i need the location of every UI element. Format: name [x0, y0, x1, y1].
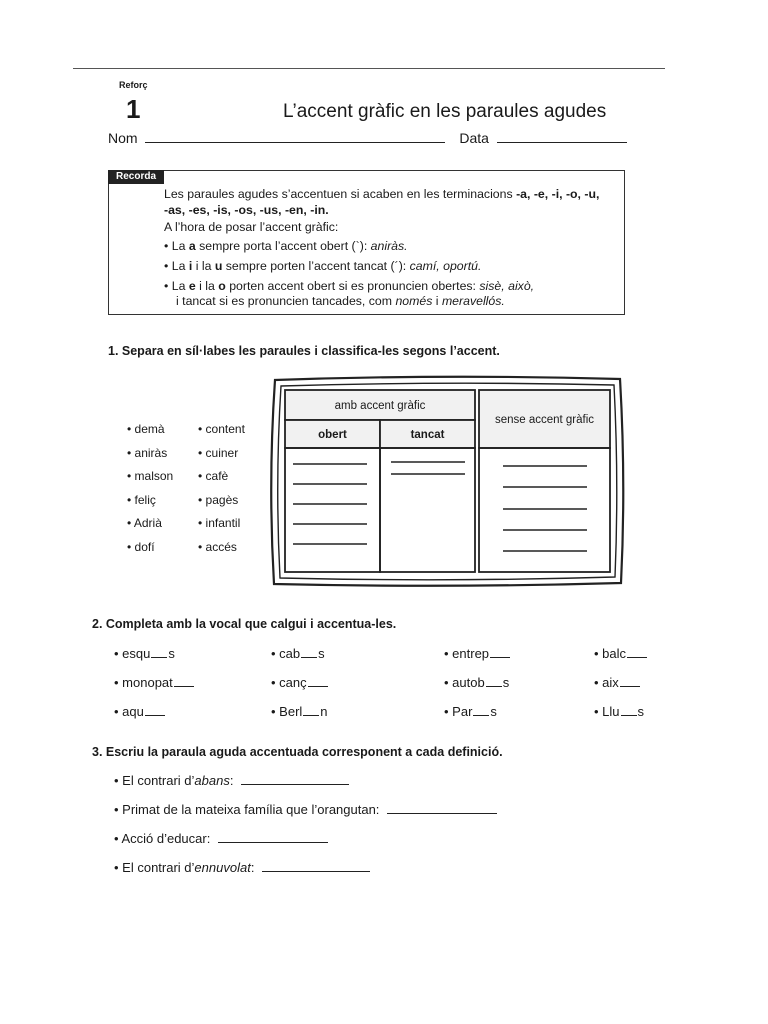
recorda-intro-line2	[164, 203, 329, 218]
b2-letter-2: u	[214, 259, 223, 273]
recorda-endings-2: -as, -es, -is, -os, -us, -en, -in.	[164, 203, 329, 217]
list-item: • esqu s	[114, 646, 175, 661]
name-label: Nom	[108, 130, 138, 146]
list-item: • content	[198, 422, 245, 436]
section-label: Reforç	[119, 80, 148, 90]
recorda-tab: Recorda	[108, 170, 164, 184]
list-item: • Llu s	[594, 704, 645, 719]
word-list-1	[127, 422, 173, 563]
list-item: • aqu	[114, 704, 165, 719]
list-item: • entrep	[444, 646, 510, 661]
exercise-2-prompt: 2. Completa amb la vocal que calgui i accentua-les.	[92, 617, 397, 631]
b3-b: porten accent obert si es pronuncien obertes:	[229, 279, 476, 293]
b3-example-2: només	[395, 294, 433, 308]
b2-b: sempre porten l’accent tancat (´):	[225, 259, 407, 273]
answer-field-4[interactable]	[262, 871, 370, 872]
b3-letter-1: e	[188, 279, 196, 293]
recorda-bullet-3: • La e i la o porten accent obert si es pronuncien obertes: sisè, això,	[164, 279, 535, 293]
b2-mid: i la	[195, 259, 212, 273]
exercise-3-prompt: 3. Escriu la paraula aguda accentuada corresponent a cada definició.	[92, 745, 503, 759]
recorda-endings: -a, -e, -i, -o, -u,	[516, 187, 600, 201]
page-title: L’accent gràfic en les paraules agudes	[283, 101, 607, 122]
recorda-intro2: A l’hora de posar l’accent gràfic:	[164, 220, 339, 234]
unit-number: 1	[126, 94, 141, 124]
b1-example: aniràs.	[370, 239, 408, 253]
list-item: • aniràs	[127, 445, 168, 460]
word-list-2	[198, 422, 245, 563]
list-item: • balc	[594, 646, 647, 661]
definition-4: • El contrari d’ennuvolat:	[114, 860, 370, 875]
list-item: • feliç	[127, 492, 156, 507]
name-date-row	[108, 130, 627, 146]
b3-and: i	[435, 294, 439, 308]
b2-example: camí, oportú.	[409, 259, 482, 273]
recorda-bullet-1: • La a sempre porta l’accent obert (`): aniràs.	[164, 239, 408, 253]
table-header-with-accent: amb accent gràfic	[334, 400, 426, 412]
answer-field-2[interactable]	[387, 813, 497, 814]
b1-a: La	[171, 239, 186, 253]
list-item: • cuiner	[198, 445, 239, 460]
list-item: • dofí	[127, 539, 155, 554]
exercise-1-prompt: 1. Separa en síl·labes les paraules i classifica-les segons l’accent.	[108, 344, 500, 358]
b3-example-3: meravellós.	[441, 294, 505, 308]
b2-letter-1: i	[188, 259, 193, 273]
list-item: • Par s	[444, 704, 497, 719]
b3-example: sisè, això,	[479, 279, 535, 293]
b2-a: La	[171, 259, 186, 273]
b1-b: sempre porta l’accent obert (`):	[199, 239, 368, 253]
b3-mid: i la	[199, 279, 215, 293]
b3-c: i tancat si es pronuncien tancades, com	[176, 294, 393, 308]
list-item: • pagès	[198, 492, 239, 507]
definition-3: • Acció d’educar:	[114, 831, 328, 846]
name-field[interactable]	[145, 142, 445, 143]
definition-1: • El contrari d’abans:	[114, 773, 349, 788]
list-item: • demà	[127, 422, 165, 436]
answer-field-3[interactable]	[218, 842, 328, 843]
b3-letter-2: o	[218, 279, 226, 293]
recorda-intro-text: Les paraules agudes s’accentuen si acaben en les terminacions	[164, 187, 513, 201]
b3-a: La	[171, 279, 186, 293]
top-rule	[73, 68, 665, 69]
recorda-bullet-3-cont	[176, 294, 505, 309]
list-item: • infantil	[198, 516, 241, 530]
table-header-without-accent: sense accent gràfic	[494, 414, 595, 426]
recorda-bullet-2: • La i i la u sempre porten l’accent tancat (´): camí, oportú.	[164, 259, 482, 273]
list-item: • Berl n	[271, 704, 328, 719]
list-item: • cab s	[271, 646, 325, 661]
recorda-intro	[164, 187, 599, 202]
b1-letter: a	[188, 239, 196, 253]
date-label: Data	[459, 130, 489, 146]
table-header-closed: tancat	[410, 429, 445, 441]
list-item: • autob s	[444, 675, 510, 690]
list-item: • accés	[198, 539, 237, 554]
date-field[interactable]	[497, 142, 627, 143]
list-item: • aix	[594, 675, 640, 690]
definition-2: • Primat de la mateixa família que l’orangutan:	[114, 802, 497, 817]
answer-field-1[interactable]	[241, 784, 349, 785]
list-item: • cafè	[198, 469, 229, 483]
table-header-open: obert	[318, 429, 347, 441]
list-item: • Adrià	[127, 516, 162, 530]
list-item: • malson	[127, 469, 174, 483]
list-item: • canç	[271, 675, 328, 690]
list-item: • monopat	[114, 675, 194, 690]
